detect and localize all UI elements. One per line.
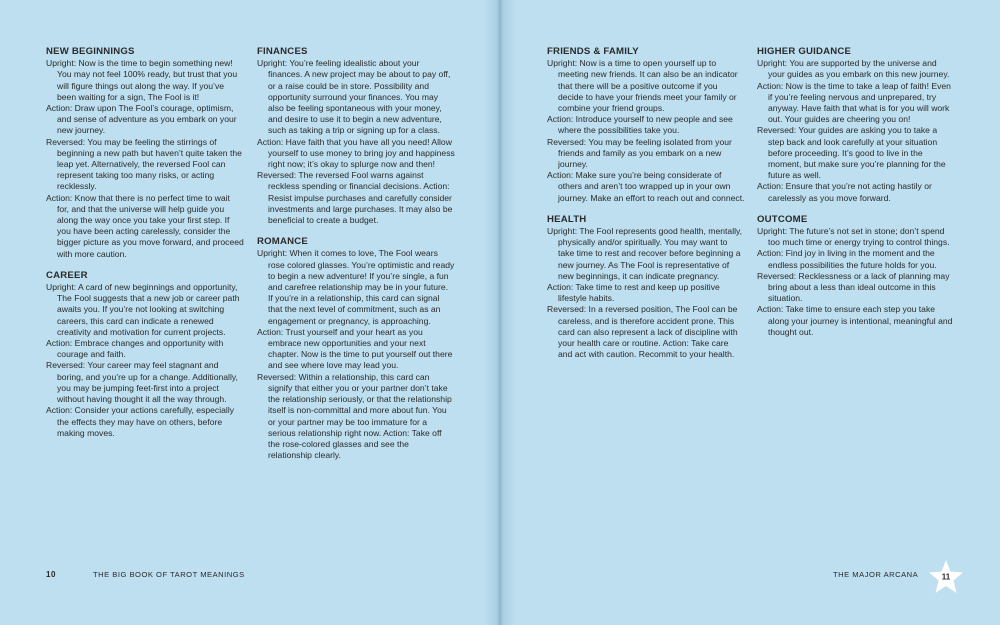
section-entry: Reversed: You may be feeling isolated from your friends and family as you embark on a new journey.: [547, 136, 732, 170]
section-heading: HIGHER GUIDANCE: [757, 46, 852, 57]
section-entry: Upright: You are supported by the universe and your guides as you embark on this new journey.: [757, 58, 950, 80]
section-entry: Reversed: Within a relationship, this card can signify that either you or your partner don’t take the relationship seriously, or that the relationship itself is non-committal and more about fun. You or your partner may be too immature for a serious relationship right now. Action: Take off the rose-colored glasses and see the relationship clearly.: [257, 371, 452, 461]
right-column-2: [757, 46, 955, 348]
section-entry: Upright: A card of new beginnings and opportunity, The Fool suggests that a new job or career path awaits you. If you’re not looking at switching careers, this card can indicate a renewed creativity and motivation for current projects.: [46, 282, 240, 337]
left-column-2: [257, 46, 455, 471]
section-entry: Action: Trust yourself and your heart as you embrace new opportunities and your next chapter. Now is the time to put yourself out there and see where love may lead you.: [257, 326, 453, 371]
section-entry: Reversed: You may be feeling the stirrings of beginning a new path but haven’t quite taken the leap yet. Alternatively, the reversed Fool can represent taking too many risks, or acting recklessly.: [46, 136, 242, 192]
section-entry: Action: Know that there is no perfect time to wait for, and that the universe will help guide you along the way once you take your first step. If you have been acting carelessly, consider the bigger picture as you move forward, and proceed with more caution.: [46, 192, 244, 259]
star-icon: [928, 560, 964, 594]
section-entry: Upright: You’re feeling idealistic about your finances. A new project may be about to pay off, or a raise could be in store. Possibility and opportunity surround your finances. You may also be feeling spontaneous with your money, and desire to use it to begin a new adventure, such as taking a trip or signing up for a class.: [257, 58, 451, 136]
section-entry: Action: Ensure that you’re not acting hastily or carelessly as you move forward.: [757, 181, 932, 203]
section-romance: [257, 236, 455, 461]
book-gutter: [485, 0, 515, 625]
section-heading: HEALTH: [547, 213, 587, 225]
section-entry: Reversed: Your guides are asking you to take a step back and look carefully at your situation before proceeding. It’s good to live in the moment, but make sure you’re planning for the future as well.: [757, 125, 946, 181]
section-heading: NEW BEGINNINGS: [46, 46, 135, 57]
right-column-1: [547, 46, 745, 370]
page-number-right: 11: [941, 572, 951, 582]
section-entry: Upright: The Fool represents good health, mentally, physically and/or spiritually. You may want to take time to rest and recover before beginning a new journey. As The Fool is representative of new beginnings, it can indicate pregnancy.: [547, 226, 743, 281]
section-entry: Action: Consider your actions carefully, especially the effects they may have on others, before making moves.: [46, 405, 235, 438]
section-entry: Upright: Now is a time to open yourself up to meeting new friends. It can also be an indicator that there will be a positive outcome if you decide to have your friends meet your family or combine your friend groups.: [547, 58, 738, 114]
section-friends-family: [547, 46, 745, 204]
left-column-1: [46, 46, 244, 449]
section-heading: CAREER: [46, 269, 88, 281]
section-entry: Action: Introduce yourself to new people and see where the possibilities take you.: [547, 114, 733, 136]
section-entry: Action: Embrace changes and opportunity with courage and faith.: [46, 338, 224, 360]
section-entry: Reversed: The reversed Fool warns against reckless spending or financial decisions. Action: Resist impulse purchases and carefully consider investments and large purchases. It may also be beneficial to create a budget.: [257, 170, 453, 226]
section-finances: [257, 46, 455, 226]
section-heading: FRIENDS & FAMILY: [547, 46, 639, 57]
running-title-right: THE MAJOR ARCANA: [833, 570, 919, 579]
section-entry: Action: Make sure you’re being considerate of others and aren’t too wrapped up in your own journey. Make an effort to reach out and connect.: [547, 170, 745, 203]
section-entry: Action: Draw upon The Fool’s courage, optimism, and sense of adventure as you embark on your new journey.: [46, 103, 237, 136]
section-heading: ROMANCE: [257, 236, 308, 248]
section-entry: Reversed: Recklessness or a lack of planning may bring about a less than ideal outcome in this situation.: [757, 270, 950, 304]
section-entry: Action: Have faith that you have all you need! Allow yourself to use money to bring joy and happiness right now; it’s okay to splurge now and then!: [257, 136, 455, 170]
section-entry: Upright: The future’s not set in stone; don’t spend too much time or energy trying to control things.: [757, 226, 950, 248]
section-entry: Upright: When it comes to love, The Fool wears rose colored glasses. You’re optimistic and ready to begin a new adventure! If you’re single, a fun and carefree relationship may be in your future. If you’re in a relationship, this card can signal that the next level of commitment, such as an engagement or pregnancy, is approaching.: [257, 248, 455, 326]
left-page: [0, 0, 497, 625]
right-page: [503, 0, 1000, 625]
section-health: [547, 214, 745, 361]
section-entry: Reversed: In a reversed position, The Fool can be careless, and is therefore accident prone. This card can also represent a lack of discipline with your health care or routine. Action: Take care and act with caution. Recommit to your health.: [547, 304, 738, 360]
section-outcome: [757, 214, 955, 338]
section-heading: OUTCOME: [757, 213, 808, 225]
running-title-left: THE BIG BOOK OF TAROT MEANINGS: [93, 570, 245, 579]
page-number-left: 10: [46, 570, 56, 579]
section-career: [46, 270, 244, 439]
section-entry: Action: Find joy in living in the moment and the endless possibilities the future holds for you.: [757, 248, 937, 270]
section-entry: Action: Take time to rest and keep up positive lifestyle habits.: [547, 282, 720, 304]
section-entry: Action: Take time to ensure each step you take along your journey is intentional, meaningful and thought out.: [757, 304, 953, 337]
section-entry: Reversed: Your career may feel stagnant and boring, and you’re up for a change. Additionally, you may be jumping feet-first into a project without having thought it all the way through.: [46, 360, 238, 405]
section-new-beginnings: [46, 46, 244, 260]
section-entry: Action: Now is the time to take a leap of faith! Even if you’re feeling nervous and unprepared, try anyway. Have faith that what is for you will work out. Your guides are cheering you on!: [757, 80, 951, 125]
section-entry: Upright: Now is the time to begin something new! You may not feel 100% ready, but trust that you will figure things out along the way. If you’ve been waiting for a sign, The Fool is it!: [46, 58, 238, 102]
section-higher-guidance: [757, 46, 955, 204]
section-heading: FINANCES: [257, 46, 308, 57]
